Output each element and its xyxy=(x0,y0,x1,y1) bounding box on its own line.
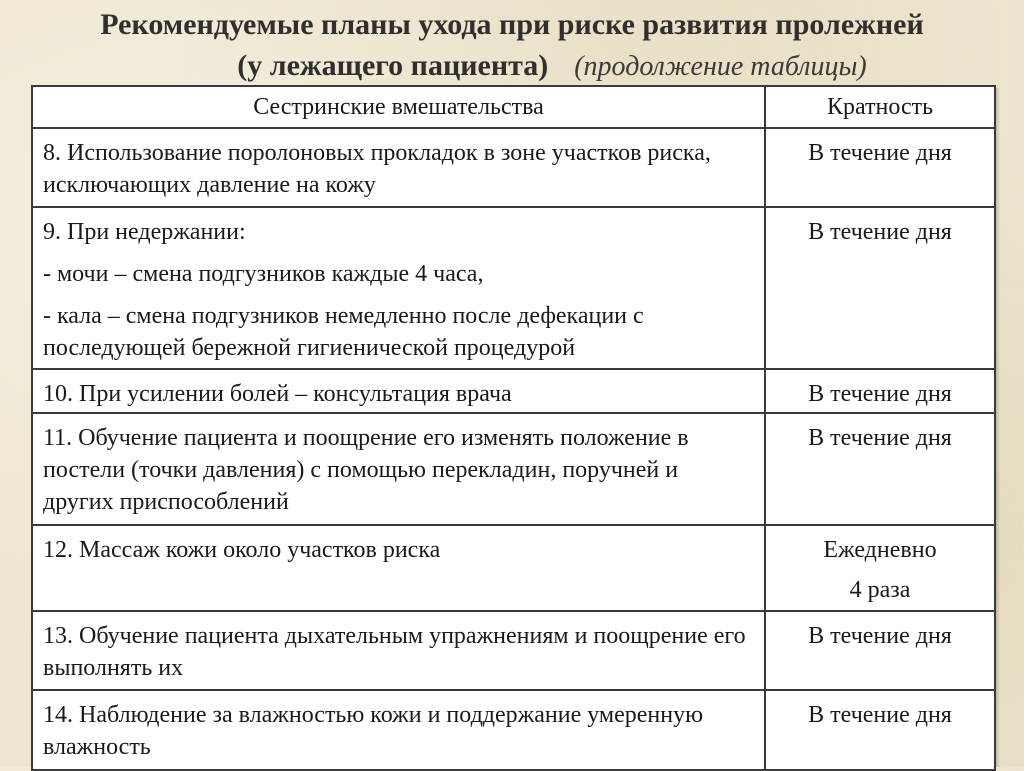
table-row xyxy=(32,690,995,770)
frequency-text: В течение дня xyxy=(808,702,952,728)
frequency-text: В течение дня xyxy=(808,425,952,451)
intervention-text: 11. Обучение пациента и поощрение его изменять положение в постели (точки давления) с помощью перекладин, поручней и других приспособлений xyxy=(43,425,689,515)
intervention-cell xyxy=(32,611,765,690)
column-header-frequency: Кратность xyxy=(765,86,995,128)
frequency-cell xyxy=(765,611,995,690)
table-row xyxy=(32,207,995,369)
table-header-row xyxy=(32,86,995,128)
intervention-subitem: - мочи – смена подгузников каждые 4 часа, xyxy=(43,261,484,287)
intervention-text: 10. При усилении болей – консультация врача xyxy=(43,381,512,407)
frequency-text: Ежедневно xyxy=(823,537,937,563)
frequency-cell xyxy=(765,525,995,611)
table-row xyxy=(32,128,995,207)
title-continuation-note: (продолжение таблицы) xyxy=(574,51,867,82)
table-row xyxy=(32,413,995,525)
care-plan-table xyxy=(31,85,996,771)
frequency-cell xyxy=(765,413,995,525)
intervention-cell xyxy=(32,369,765,413)
intervention-subitem: - кала – смена подгузников немедленно после дефекации с последующей бережной гигиенической процедурой xyxy=(43,303,644,361)
frequency-text: В течение дня xyxy=(808,623,952,649)
frequency-text: В течение дня xyxy=(808,381,952,407)
title-line-2 xyxy=(0,45,1024,87)
intervention-cell xyxy=(32,413,765,525)
frequency-cell xyxy=(765,207,995,369)
slide-title xyxy=(0,4,1024,87)
frequency-cell xyxy=(765,128,995,207)
intervention-text: 13. Обучение пациента дыхательным упражнениям и поощрение его выполнять их xyxy=(43,623,746,681)
title-line-1: Рекомендуемые планы ухода при риске развития пролежней xyxy=(100,8,924,41)
frequency-text: В течение дня xyxy=(808,140,952,166)
frequency-text: В течение дня xyxy=(808,219,952,245)
column-header-interventions: Сестринские вмешательства xyxy=(32,86,765,128)
intervention-cell xyxy=(32,128,765,207)
intervention-cell xyxy=(32,525,765,611)
intervention-text: 14. Наблюдение за влажностью кожи и поддержание умеренную влажность xyxy=(43,702,704,760)
frequency-cell xyxy=(765,690,995,770)
intervention-cell xyxy=(32,690,765,770)
table-row xyxy=(32,369,995,413)
title-line-2-text: (у лежащего пациента) xyxy=(237,49,549,82)
intervention-text: 9. При недержании: xyxy=(43,219,246,245)
frequency-text: 4 раза xyxy=(849,577,911,603)
table-row xyxy=(32,525,995,611)
intervention-text: 12. Массаж кожи около участков риска xyxy=(43,537,441,563)
frequency-cell xyxy=(765,369,995,413)
table-row xyxy=(32,611,995,690)
intervention-cell xyxy=(32,207,765,369)
intervention-text: 8. Использование поролоновых прокладок в зоне участков риска, исключающих давление на кожу xyxy=(43,140,711,198)
